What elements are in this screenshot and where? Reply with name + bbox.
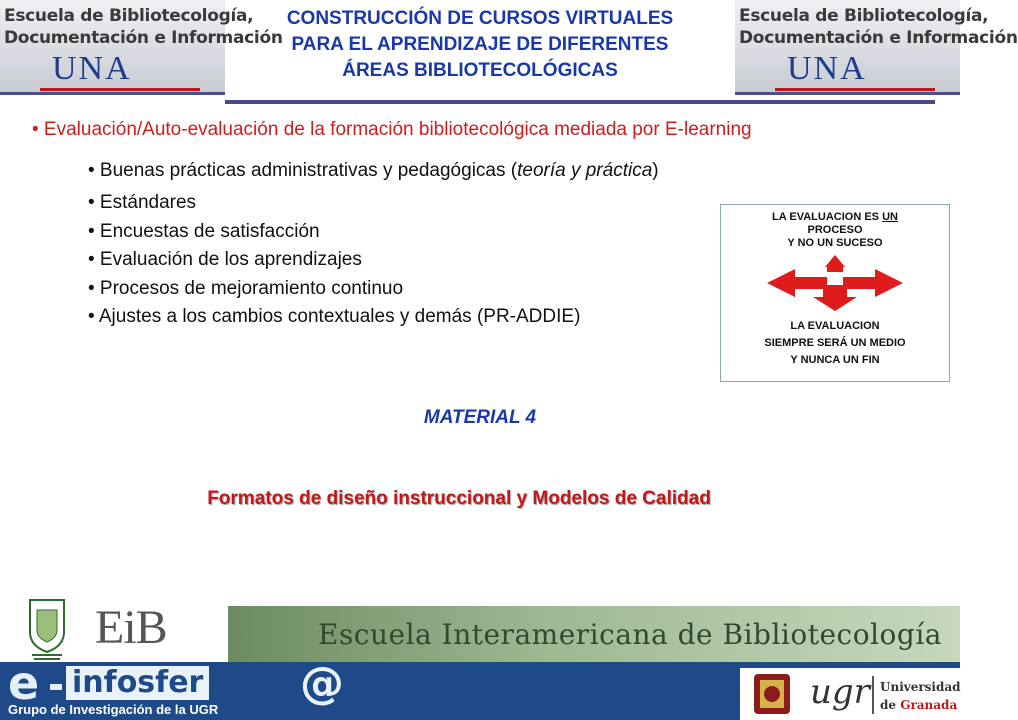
logo-una-underline xyxy=(40,88,200,91)
logo-school-line1: Escuela de Bibliotecología, xyxy=(4,6,254,26)
banner-text: Escuela Interamericana de Bibliotecología xyxy=(318,618,942,651)
logo-una-text: UNA xyxy=(787,50,867,87)
graphic-title-line-2: PROCESO xyxy=(807,224,863,236)
title-line-3: ÁREAS BIBLIOTECOLÓGICAS xyxy=(342,60,618,81)
eib-logo: EiB xyxy=(95,601,167,654)
school-banner xyxy=(228,606,960,664)
ugr-text: ugr xyxy=(810,672,870,712)
una-logo-left xyxy=(0,0,283,95)
einfo-word: infosfer xyxy=(66,666,209,700)
list-item: • Encuestas de satisfacción xyxy=(88,221,320,242)
logo-una-underline xyxy=(775,88,935,91)
main-bullet: • Evaluación/Auto-evaluación de la formación bibliotecológica mediada por E-learning xyxy=(32,119,752,140)
list-item: • Buenas prácticas administrativas y pedagógicas (teoría y práctica) xyxy=(88,160,659,181)
list-item: • Evaluación de los aprendizajes xyxy=(88,249,362,270)
graphic-bottom-line-1: LA EVALUACION xyxy=(790,320,880,332)
ugr-granada-label: de Granada xyxy=(880,698,958,712)
ugr-shield-icon xyxy=(750,672,794,716)
ugr-logo xyxy=(740,668,960,720)
list-item: • Ajustes a los cambios contextuales y demás (PR-ADDIE) xyxy=(88,306,581,327)
graphic-bottom-line-3: Y NUNCA UN FIN xyxy=(790,354,880,366)
header-divider xyxy=(225,100,935,104)
einfo-e: e xyxy=(8,656,40,710)
e-infosfera-logo xyxy=(0,656,345,720)
logo-school-line1: Escuela de Bibliotecología, xyxy=(739,6,989,26)
slide-title xyxy=(232,6,728,84)
title-line-2: PARA EL APRENDIZAJE DE DIFERENTES xyxy=(291,34,669,55)
material-label: MATERIAL 4 xyxy=(423,407,537,428)
evaluation-process-graphic xyxy=(720,204,950,382)
einfo-subtitle: Grupo de Investigación de la UGR xyxy=(8,702,219,717)
graphic-title-line-1: LA EVALUACION ES UN xyxy=(772,211,898,223)
formats-heading: Formatos de diseño instruccional y Modelos de Calidad xyxy=(207,488,711,509)
una-logo-right xyxy=(735,0,1018,95)
ugr-university-label: Universidad xyxy=(880,680,961,694)
title-line-1: CONSTRUCCIÓN DE CURSOS VIRTUALES xyxy=(286,8,674,29)
graphic-title-line-3: Y NO UN SUCESO xyxy=(787,237,883,249)
at-sign-icon: @ xyxy=(300,658,344,709)
list-item: • Estándares xyxy=(88,192,197,213)
graphic-bottom-line-2: SIEMPRE SERÁ UN MEDIO xyxy=(764,337,906,349)
list-item: • Procesos de mejoramiento continuo xyxy=(88,278,404,299)
ugr-separator xyxy=(872,676,874,714)
logo-una-text: UNA xyxy=(52,50,132,87)
four-arrows-icon xyxy=(765,253,905,313)
einfo-dash xyxy=(50,684,62,690)
logo-school-line2: Documentación e Información xyxy=(739,28,1018,48)
universidad-de-antioquia-logo xyxy=(22,596,72,662)
logo-school-line2: Documentación e Información xyxy=(4,28,283,48)
